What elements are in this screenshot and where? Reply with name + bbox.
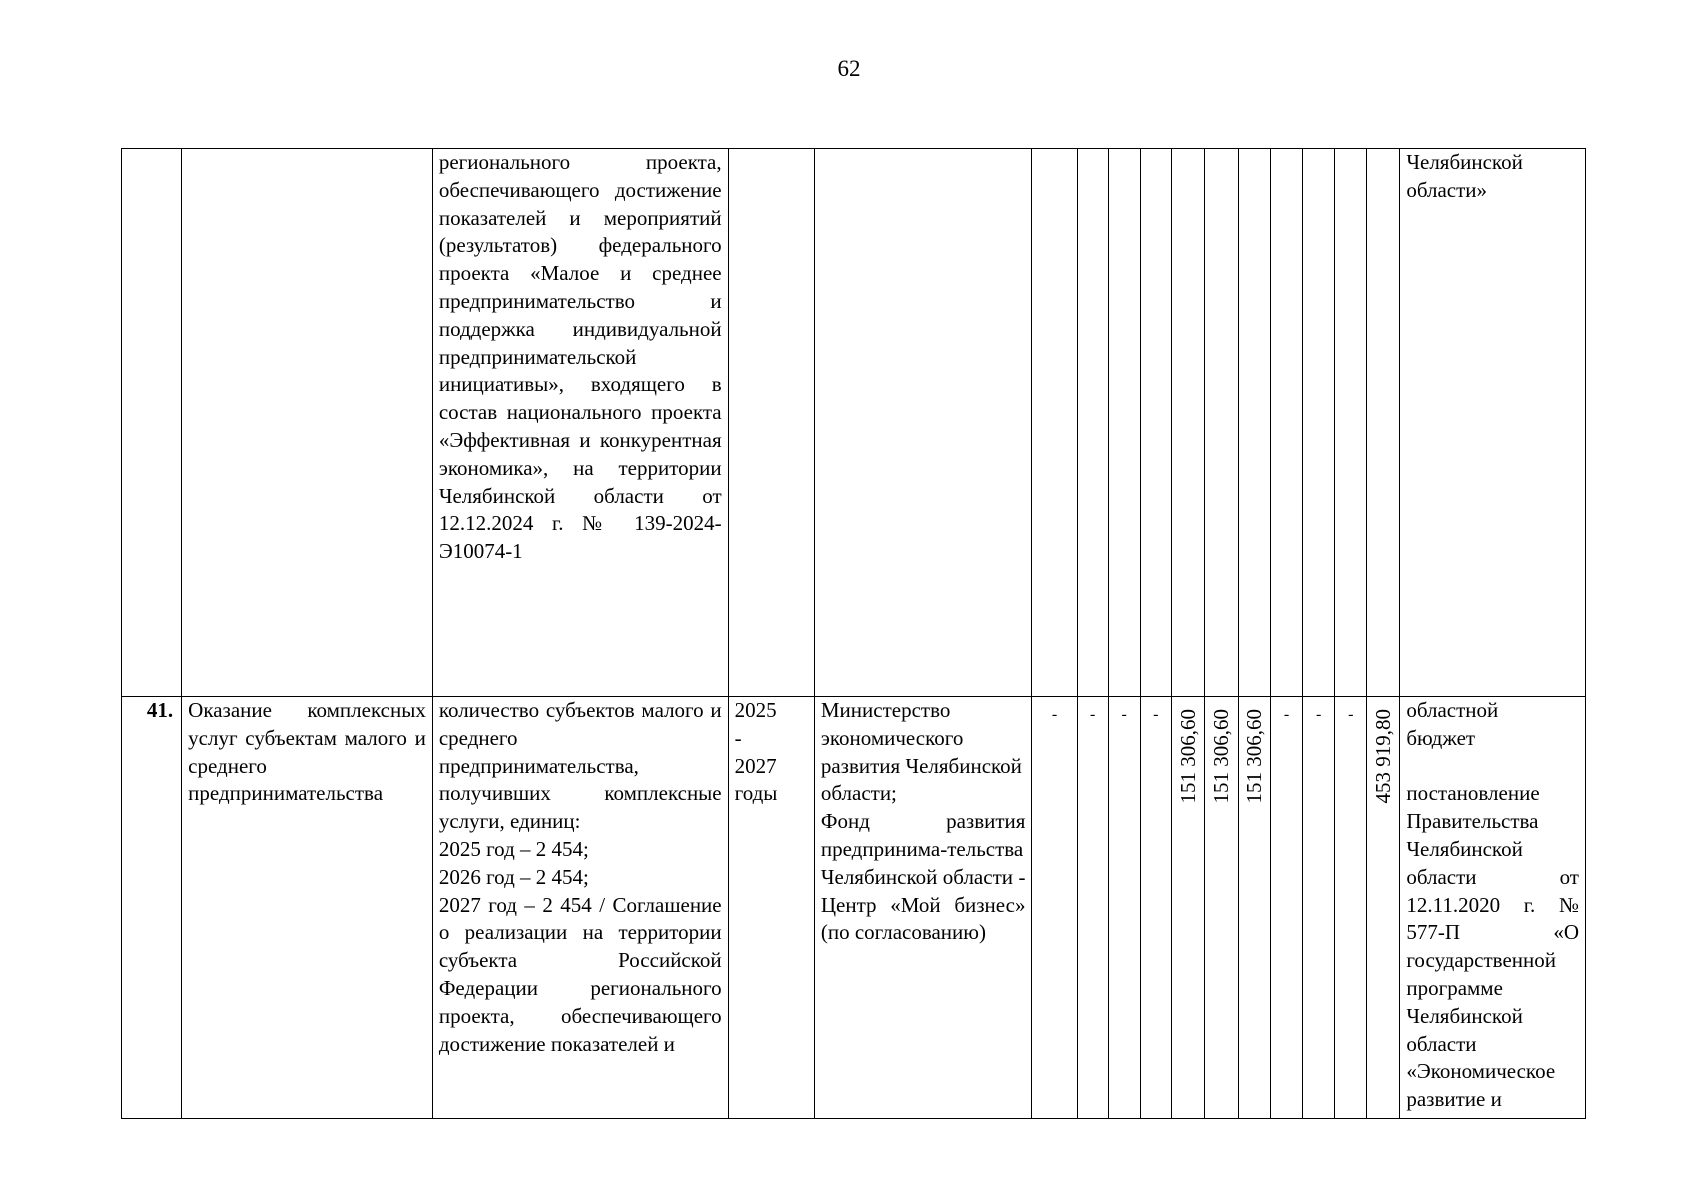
cell-number-empty [122,149,182,697]
value-cell-4: - [1140,697,1171,1119]
value-cell-2: - [1077,697,1108,1119]
cell-executor [814,697,1032,1119]
cell-empty [1171,149,1204,697]
executor-fund: Фонд развития предпринима-тельства Челябинской области - Центр «Мой бизнес» (по согласованию) [820,809,1026,945]
value-2025: 151 306,60 [1175,709,1200,804]
table-row-continued [122,149,1586,697]
spacer [1406,753,1579,781]
indicator-text: количество субъектов малого и среднего предпринимательства, получивших комплексные услуги, единиц: [438,698,722,834]
cell-basis-continued: Челябинской области» [1400,149,1586,697]
funding-source: областной бюджет [1406,698,1499,750]
value-cell-7 [1238,697,1270,1119]
value-cell-3: - [1108,697,1140,1119]
value-cell-10: - [1335,697,1367,1119]
cell-row-number: 41. [122,697,182,1119]
value-total: 453 919,80 [1371,709,1396,804]
cell-empty [1335,149,1367,697]
cell-executor-empty [814,149,1032,697]
cell-empty [1077,149,1108,697]
legal-basis: постановление Правительства Челябинской области от 12.11.2020 г. № 577-П «О государственной программе Челябинской области «Экономическое развитие и [1406,781,1579,1112]
table-row-41 [122,697,1586,1119]
program-table [121,148,1586,1119]
cell-empty [1140,149,1171,697]
value-cell-total [1367,697,1400,1119]
value-2026: 151 306,60 [1209,709,1234,804]
cell-empty [1032,149,1077,697]
page-number: 62 [837,56,861,81]
indicator-rest: 2027 год – 2 454 / Соглашение о реализации на территории субъекта Российской Федерации регионального проекта, обеспечивающего достижение показателей и [438,892,722,1056]
cell-empty [1238,149,1270,697]
executor-ministry: Министерство экономического развития Челябинской области; [820,698,1022,806]
value-cell-6 [1204,697,1238,1119]
value-2027: 151 306,60 [1242,709,1267,804]
value-cell-9: - [1303,697,1335,1119]
value-cell-8: - [1271,697,1303,1119]
value-cell-1: - [1032,697,1077,1119]
cell-empty [1367,149,1400,697]
cell-indicator [432,697,728,1119]
indicator-year-2025: 2025 год – 2 454; [438,836,589,861]
cell-period: 2025 - 2027 годы [728,697,814,1119]
cell-empty [1204,149,1238,697]
cell-period-empty [728,149,814,697]
cell-empty [1303,149,1335,697]
indicator-year-2026: 2026 год – 2 454; [438,864,589,889]
cell-description: регионального проекта, обеспечивающего достижение показателей и мероприятий (результатов) федерального проекта «Малое и среднее предпринимательство и поддержка индивидуальной предпринимательской инициативы», входящего в состав национального проекта «Эффективная и конкурентная экономика», на территории Челябинской области от 12.12.2024 г. № 139-2024-Э10074-1 [432,149,728,697]
value-cell-5 [1171,697,1204,1119]
cell-empty [1271,149,1303,697]
cell-event-name: Оказание комплексных услуг субъектам малого и среднего предпринимательства [182,697,433,1119]
cell-empty [1108,149,1140,697]
cell-source-basis [1400,697,1586,1119]
cell-name-empty [182,149,433,697]
